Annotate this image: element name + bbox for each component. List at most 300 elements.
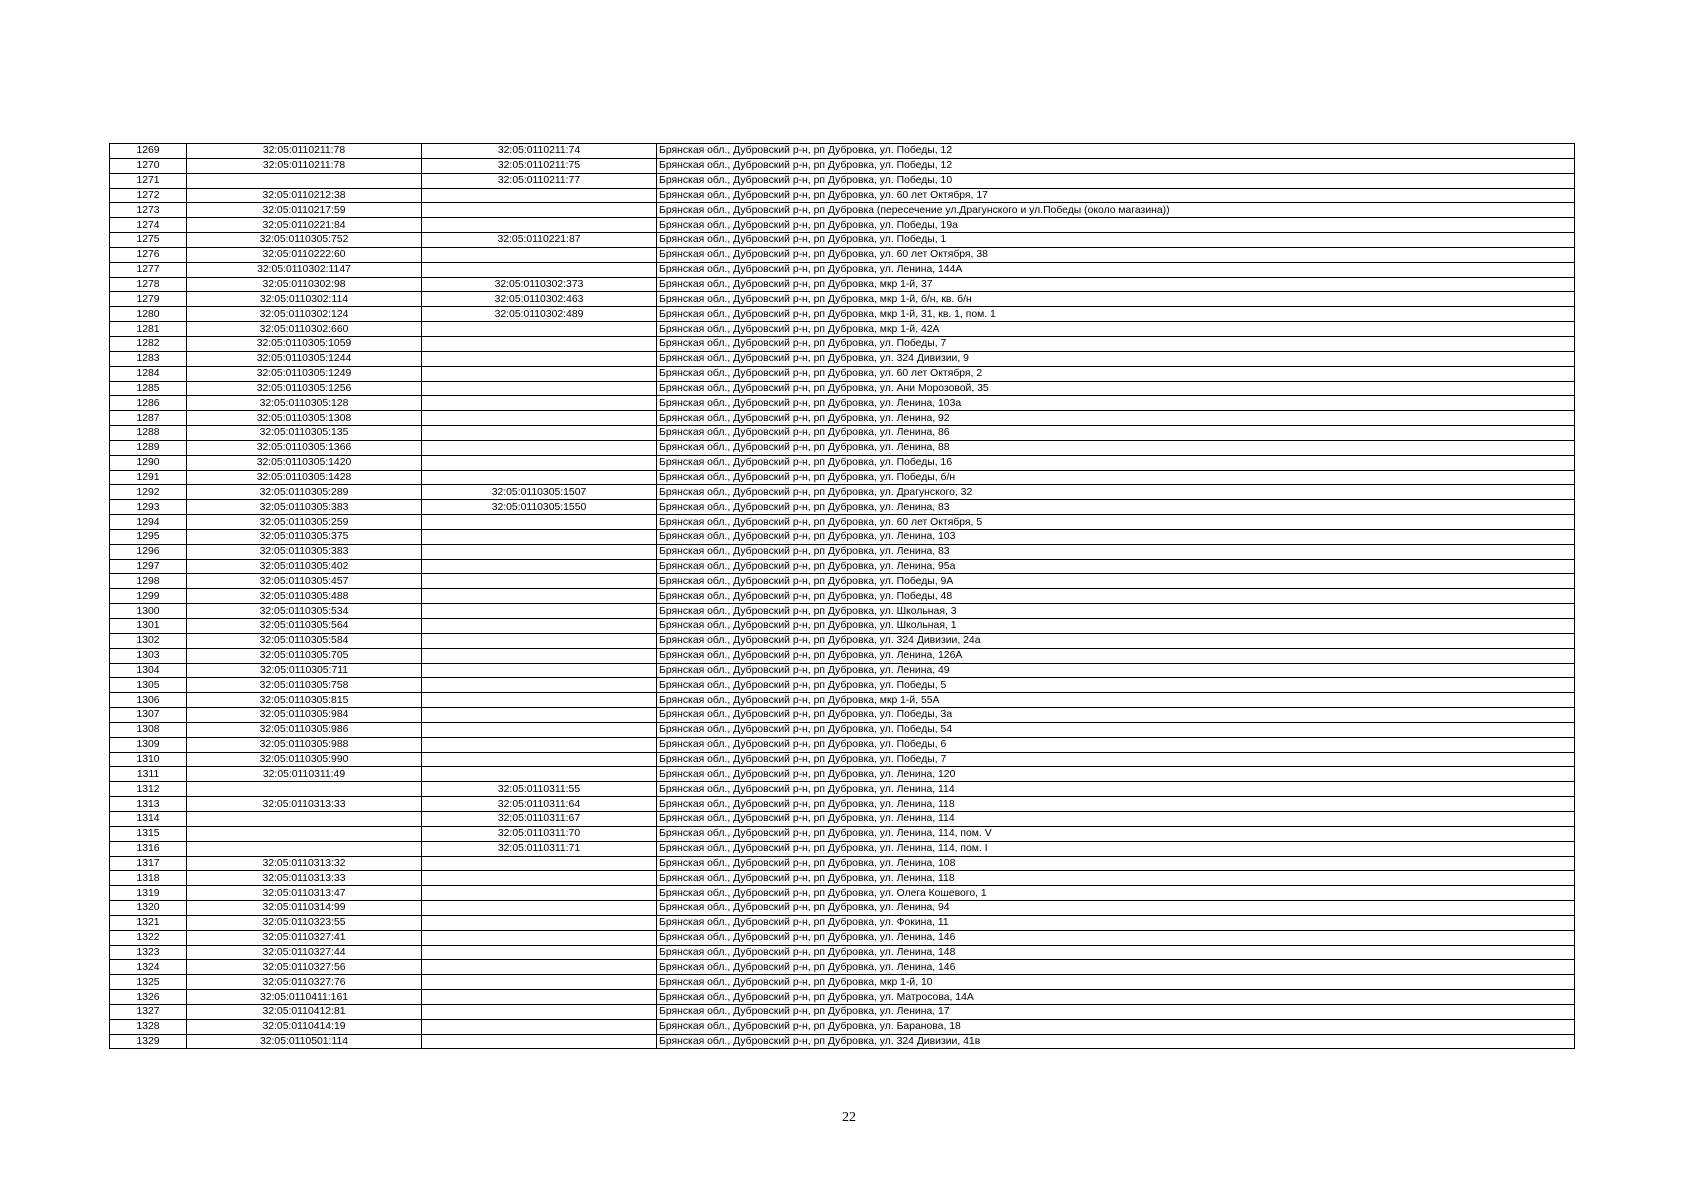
related-cadastral-number-cell [422,975,657,990]
row-number-cell: 1274 [110,218,187,233]
row-number-cell: 1279 [110,292,187,307]
table-row [110,604,1575,619]
cadastral-number-cell: 32:05:0110305:988 [187,737,422,752]
table-row [110,455,1575,470]
cadastral-number-cell: 32:05:0110305:259 [187,515,422,530]
address-cell: Брянская обл., Дубровский р-н, рп Дубровка, ул. Школьная, 1 [657,619,1575,634]
address-cell: Брянская обл., Дубровский р-н, рп Дубровка, ул. Победы, 12 [657,158,1575,173]
row-number-cell: 1298 [110,574,187,589]
table-row [110,262,1575,277]
row-number-cell: 1323 [110,945,187,960]
cadastral-number-cell: 32:05:0110302:124 [187,307,422,322]
related-cadastral-number-cell [422,322,657,337]
address-cell: Брянская обл., Дубровский р-н, рп Дубровка, ул. Ленина, 83 [657,544,1575,559]
related-cadastral-number-cell [422,247,657,262]
page-number: 22 [842,1110,856,1125]
cadastral-number-cell: 32:05:0110327:56 [187,960,422,975]
table-row [110,633,1575,648]
cadastral-number-cell [187,173,422,188]
cadastral-number-cell: 32:05:0110305:375 [187,529,422,544]
address-cell: Брянская обл., Дубровский р-н, рп Дубровка, ул. Победы, 5 [657,678,1575,693]
cadastral-number-cell: 32:05:0110305:984 [187,708,422,723]
row-number-cell: 1272 [110,188,187,203]
cadastral-number-cell: 32:05:0110305:752 [187,233,422,248]
related-cadastral-number-cell [422,693,657,708]
related-cadastral-number-cell [422,188,657,203]
related-cadastral-number-cell: 32:05:0110311:64 [422,797,657,812]
row-number-cell: 1275 [110,233,187,248]
address-cell: Брянская обл., Дубровский р-н, рп Дубровка, ул. Ленина, 95а [657,559,1575,574]
related-cadastral-number-cell [422,930,657,945]
cadastral-number-cell: 32:05:0110211:78 [187,144,422,159]
address-cell: Брянская обл., Дубровский р-н, рп Дубровка, ул. Ленина, 114 [657,811,1575,826]
cadastral-number-cell: 32:05:0110305:534 [187,604,422,619]
cadastral-number-cell: 32:05:0110212:38 [187,188,422,203]
address-cell: Брянская обл., Дубровский р-н, рп Дубровка, ул. Победы, 19а [657,218,1575,233]
related-cadastral-number-cell [422,366,657,381]
address-cell: Брянская обл., Дубровский р-н, рп Дубровка, ул. Победы, 48 [657,589,1575,604]
table-row [110,648,1575,663]
table-row [110,975,1575,990]
row-number-cell: 1299 [110,589,187,604]
cadastral-number-cell [187,841,422,856]
cadastral-number-cell: 32:05:0110311:49 [187,767,422,782]
row-number-cell: 1295 [110,529,187,544]
address-cell: Брянская обл., Дубровский р-н, рп Дубровка, ул. Баранова, 18 [657,1019,1575,1034]
related-cadastral-number-cell [422,1004,657,1019]
cadastral-number-cell: 32:05:0110302:114 [187,292,422,307]
row-number-cell: 1283 [110,351,187,366]
related-cadastral-number-cell [422,619,657,634]
cadastral-number-cell: 32:05:0110211:78 [187,158,422,173]
row-number-cell: 1271 [110,173,187,188]
cadastral-number-cell [187,826,422,841]
address-cell: Брянская обл., Дубровский р-н, рп Дубровка, ул. Матросова, 14А [657,990,1575,1005]
address-cell: Брянская обл., Дубровский р-н, рп Дубровка, ул. Победы, 12 [657,144,1575,159]
related-cadastral-number-cell: 32:05:0110302:463 [422,292,657,307]
address-cell: Брянская обл., Дубровский р-н, рп Дубровка, мкр 1-й, 10 [657,975,1575,990]
row-number-cell: 1269 [110,144,187,159]
table-row [110,1034,1575,1049]
address-cell: Брянская обл., Дубровский р-н, рп Дубровка, мкр 1-й, 55А [657,693,1575,708]
cadastral-number-cell: 32:05:0110305:1366 [187,440,422,455]
related-cadastral-number-cell [422,752,657,767]
address-cell: Брянская обл., Дубровский р-н, рп Дубровка, ул. Победы, 1 [657,233,1575,248]
related-cadastral-number-cell [422,678,657,693]
table-row [110,737,1575,752]
related-cadastral-number-cell [422,470,657,485]
table-row [110,218,1575,233]
address-cell: Брянская обл., Дубровский р-н, рп Дубровка, ул. Ленина, 103а [657,396,1575,411]
table-row [110,485,1575,500]
row-number-cell: 1317 [110,856,187,871]
cadastral-number-cell: 32:05:0110313:33 [187,797,422,812]
related-cadastral-number-cell: 32:05:0110311:67 [422,811,657,826]
address-cell: Брянская обл., Дубровский р-н, рп Дубровка, ул. Олега Кошевого, 1 [657,886,1575,901]
cadastral-number-cell: 32:05:0110305:815 [187,693,422,708]
cadastral-number-cell: 32:05:0110302:660 [187,322,422,337]
cadastral-number-cell: 32:05:0110305:1256 [187,381,422,396]
table-row [110,1019,1575,1034]
address-cell: Брянская обл., Дубровский р-н, рп Дубровка, ул. 324 Дивизии, 41в [657,1034,1575,1049]
row-number-cell: 1280 [110,307,187,322]
row-number-cell: 1307 [110,708,187,723]
related-cadastral-number-cell [422,1034,657,1049]
address-cell: Брянская обл., Дубровский р-н, рп Дубровка, ул. Ленина, 83 [657,500,1575,515]
address-cell: Брянская обл., Дубровский р-н, рп Дубровка, ул. Ленина, 146 [657,930,1575,945]
address-cell: Брянская обл., Дубровский р-н, рп Дубровка, ул. Фокина, 11 [657,915,1575,930]
row-number-cell: 1284 [110,366,187,381]
cadastral-number-cell: 32:05:0110414:19 [187,1019,422,1034]
address-cell: Брянская обл., Дубровский р-н, рп Дубровка, ул. 60 лет Октября, 38 [657,247,1575,262]
table-row [110,945,1575,960]
table-row [110,797,1575,812]
address-cell: Брянская обл., Дубровский р-н, рп Дубровка, ул. Школьная, 3 [657,604,1575,619]
table-row [110,307,1575,322]
related-cadastral-number-cell [422,411,657,426]
related-cadastral-number-cell [422,856,657,871]
address-cell: Брянская обл., Дубровский р-н, рп Дубровка, ул. Ленина, 126А [657,648,1575,663]
row-number-cell: 1294 [110,515,187,530]
related-cadastral-number-cell [422,426,657,441]
address-cell: Брянская обл., Дубровский р-н, рп Дубровка, ул. Ленина, 88 [657,440,1575,455]
row-number-cell: 1313 [110,797,187,812]
row-number-cell: 1289 [110,440,187,455]
registry-body [110,144,1575,1049]
cadastral-number-cell: 32:05:0110305:1420 [187,455,422,470]
related-cadastral-number-cell: 32:05:0110311:55 [422,782,657,797]
address-cell: Брянская обл., Дубровский р-н, рп Дубровка, ул. 60 лет Октября, 2 [657,366,1575,381]
row-number-cell: 1311 [110,767,187,782]
address-cell: Брянская обл., Дубровский р-н, рп Дубровка, ул. Драгунского, 32 [657,485,1575,500]
table-row [110,826,1575,841]
related-cadastral-number-cell: 32:05:0110211:77 [422,173,657,188]
cadastral-number-cell: 32:05:0110222:60 [187,247,422,262]
related-cadastral-number-cell [422,440,657,455]
related-cadastral-number-cell: 32:05:0110311:71 [422,841,657,856]
related-cadastral-number-cell [422,381,657,396]
address-cell: Брянская обл., Дубровский р-н, рп Дубровка, ул. Ленина, 144А [657,262,1575,277]
address-cell: Брянская обл., Дубровский р-н, рп Дубровка, ул. Ленина, 92 [657,411,1575,426]
row-number-cell: 1301 [110,619,187,634]
table-row [110,990,1575,1005]
cadastral-number-cell: 32:05:0110305:457 [187,574,422,589]
cadastral-number-cell: 32:05:0110305:383 [187,500,422,515]
table-row [110,381,1575,396]
row-number-cell: 1273 [110,203,187,218]
table-row [110,782,1575,797]
address-cell: Брянская обл., Дубровский р-н, рп Дубровка, ул. Ани Морозовой, 35 [657,381,1575,396]
row-number-cell: 1312 [110,782,187,797]
table-row [110,722,1575,737]
row-number-cell: 1302 [110,633,187,648]
table-row [110,678,1575,693]
cadastral-number-cell: 32:05:0110305:383 [187,544,422,559]
cadastral-number-cell [187,782,422,797]
address-cell: Брянская обл., Дубровский р-н, рп Дубровка, ул. Победы, 7 [657,752,1575,767]
table-row [110,322,1575,337]
table-row [110,544,1575,559]
row-number-cell: 1303 [110,648,187,663]
row-number-cell: 1318 [110,871,187,886]
related-cadastral-number-cell [422,529,657,544]
row-number-cell: 1290 [110,455,187,470]
cadastral-number-cell: 32:05:0110411:161 [187,990,422,1005]
related-cadastral-number-cell [422,737,657,752]
related-cadastral-number-cell [422,351,657,366]
table-row [110,203,1575,218]
row-number-cell: 1276 [110,247,187,262]
table-row [110,752,1575,767]
cadastral-number-cell: 32:05:0110305:711 [187,663,422,678]
cadastral-number-cell: 32:05:0110305:986 [187,722,422,737]
cadastral-number-cell: 32:05:0110305:1428 [187,470,422,485]
table-row [110,277,1575,292]
related-cadastral-number-cell [422,633,657,648]
address-cell: Брянская обл., Дубровский р-н, рп Дубровка, ул. Ленина, 86 [657,426,1575,441]
row-number-cell: 1297 [110,559,187,574]
row-number-cell: 1320 [110,901,187,916]
row-number-cell: 1309 [110,737,187,752]
related-cadastral-number-cell [422,663,657,678]
row-number-cell: 1277 [110,262,187,277]
related-cadastral-number-cell [422,886,657,901]
row-number-cell: 1308 [110,722,187,737]
related-cadastral-number-cell [422,945,657,960]
cadastral-number-cell: 32:05:0110302:1147 [187,262,422,277]
address-cell: Брянская обл., Дубровский р-н, рп Дубровка, ул. Ленина, 118 [657,797,1575,812]
cadastral-number-cell: 32:05:0110305:1308 [187,411,422,426]
row-number-cell: 1291 [110,470,187,485]
address-cell: Брянская обл., Дубровский р-н, рп Дубровка, ул. Ленина, 114, пом. I [657,841,1575,856]
row-number-cell: 1305 [110,678,187,693]
table-row [110,901,1575,916]
related-cadastral-number-cell [422,589,657,604]
address-cell: Брянская обл., Дубровский р-н, рп Дубровка, ул. Победы, б/н [657,470,1575,485]
address-cell: Брянская обл., Дубровский р-н, рп Дубровка, ул. Ленина, 114 [657,782,1575,797]
address-cell: Брянская обл., Дубровский р-н, рп Дубровка, ул. Ленина, 94 [657,901,1575,916]
table-row [110,619,1575,634]
cadastral-number-cell [187,811,422,826]
address-cell: Брянская обл., Дубровский р-н, рп Дубровка, мкр 1-й, 37 [657,277,1575,292]
table-row [110,930,1575,945]
row-number-cell: 1322 [110,930,187,945]
related-cadastral-number-cell [422,1019,657,1034]
table-row [110,708,1575,723]
row-number-cell: 1326 [110,990,187,1005]
table-row [110,559,1575,574]
table-row [110,247,1575,262]
row-number-cell: 1293 [110,500,187,515]
related-cadastral-number-cell [422,262,657,277]
cadastral-number-cell: 32:05:0110305:705 [187,648,422,663]
cadastral-number-cell: 32:05:0110501:114 [187,1034,422,1049]
related-cadastral-number-cell: 32:05:0110305:1550 [422,500,657,515]
table-row [110,188,1575,203]
table-row [110,915,1575,930]
cadastral-number-cell: 32:05:0110327:76 [187,975,422,990]
address-cell: Брянская обл., Дубровский р-н, рп Дубровка, ул. Победы, 16 [657,455,1575,470]
row-number-cell: 1329 [110,1034,187,1049]
address-cell: Брянская обл., Дубровский р-н, рп Дубровка, ул. Ленина, 146 [657,960,1575,975]
address-cell: Брянская обл., Дубровский р-н, рп Дубровка, ул. 324 Дивизии, 24а [657,633,1575,648]
cadastral-number-cell: 32:05:0110305:128 [187,396,422,411]
row-number-cell: 1281 [110,322,187,337]
row-number-cell: 1315 [110,826,187,841]
address-cell: Брянская обл., Дубровский р-н, рп Дубровка, ул. 324 Дивизии, 9 [657,351,1575,366]
related-cadastral-number-cell [422,455,657,470]
related-cadastral-number-cell [422,915,657,930]
related-cadastral-number-cell: 32:05:0110221:87 [422,233,657,248]
related-cadastral-number-cell [422,203,657,218]
cadastral-number-cell: 32:05:0110217:59 [187,203,422,218]
table-row [110,574,1575,589]
cadastral-number-cell: 32:05:0110305:1244 [187,351,422,366]
related-cadastral-number-cell: 32:05:0110211:74 [422,144,657,159]
table-row [110,144,1575,159]
row-number-cell: 1270 [110,158,187,173]
row-number-cell: 1321 [110,915,187,930]
related-cadastral-number-cell [422,396,657,411]
address-cell: Брянская обл., Дубровский р-н, рп Дубровка, ул. Победы, 7 [657,336,1575,351]
row-number-cell: 1310 [110,752,187,767]
row-number-cell: 1292 [110,485,187,500]
related-cadastral-number-cell [422,604,657,619]
row-number-cell: 1314 [110,811,187,826]
related-cadastral-number-cell: 32:05:0110311:70 [422,826,657,841]
address-cell: Брянская обл., Дубровский р-н, рп Дубровка, ул. 60 лет Октября, 17 [657,188,1575,203]
row-number-cell: 1285 [110,381,187,396]
cadastral-number-cell: 32:05:0110305:564 [187,619,422,634]
cadastral-number-cell: 32:05:0110327:41 [187,930,422,945]
table-row [110,1004,1575,1019]
cadastral-number-cell: 32:05:0110327:44 [187,945,422,960]
related-cadastral-number-cell [422,336,657,351]
cadastral-number-cell: 32:05:0110305:488 [187,589,422,604]
address-cell: Брянская обл., Дубровский р-н, рп Дубровка, ул. Ленина, 118 [657,871,1575,886]
address-cell: Брянская обл., Дубровский р-н, рп Дубровка, ул. 60 лет Октября, 5 [657,515,1575,530]
address-cell: Брянская обл., Дубровский р-н, рп Дубровка, ул. Ленина, 108 [657,856,1575,871]
address-cell: Брянская обл., Дубровский р-н, рп Дубровка, мкр 1-й, б/н, кв. б/н [657,292,1575,307]
table-row [110,396,1575,411]
cadastral-number-cell: 32:05:0110305:289 [187,485,422,500]
address-cell: Брянская обл., Дубровский р-н, рп Дубровка (пересечение ул.Драгунского и ул.Победы (около магазина)) [657,203,1575,218]
cadastral-number-cell: 32:05:0110305:584 [187,633,422,648]
table-row [110,366,1575,381]
row-number-cell: 1319 [110,886,187,901]
table-row [110,336,1575,351]
address-cell: Брянская обл., Дубровский р-н, рп Дубровка, ул. Ленина, 17 [657,1004,1575,1019]
table-row [110,856,1575,871]
address-cell: Брянская обл., Дубровский р-н, рп Дубровка, мкр 1-й, 31, кв. 1, пом. 1 [657,307,1575,322]
cadastral-number-cell: 32:05:0110305:402 [187,559,422,574]
cadastral-number-cell: 32:05:0110305:135 [187,426,422,441]
address-cell: Брянская обл., Дубровский р-н, рп Дубровка, мкр 1-й, 42А [657,322,1575,337]
table-row [110,767,1575,782]
related-cadastral-number-cell [422,871,657,886]
related-cadastral-number-cell [422,559,657,574]
row-number-cell: 1328 [110,1019,187,1034]
table-row [110,233,1575,248]
related-cadastral-number-cell [422,515,657,530]
table-row [110,158,1575,173]
related-cadastral-number-cell: 32:05:0110305:1507 [422,485,657,500]
cadastral-number-cell: 32:05:0110323:55 [187,915,422,930]
cadastral-number-cell: 32:05:0110412:81 [187,1004,422,1019]
table-row [110,841,1575,856]
table-row [110,470,1575,485]
row-number-cell: 1306 [110,693,187,708]
address-cell: Брянская обл., Дубровский р-н, рп Дубровка, ул. Ленина, 114, пом. V [657,826,1575,841]
address-cell: Брянская обл., Дубровский р-н, рп Дубровка, ул. Победы, 3а [657,708,1575,723]
row-number-cell: 1287 [110,411,187,426]
table-row [110,529,1575,544]
address-cell: Брянская обл., Дубровский р-н, рп Дубровка, ул. Ленина, 148 [657,945,1575,960]
row-number-cell: 1304 [110,663,187,678]
row-number-cell: 1286 [110,396,187,411]
cadastral-number-cell: 32:05:0110305:1249 [187,366,422,381]
table-row [110,871,1575,886]
row-number-cell: 1324 [110,960,187,975]
cadastral-number-cell: 32:05:0110313:33 [187,871,422,886]
related-cadastral-number-cell [422,218,657,233]
address-cell: Брянская обл., Дубровский р-н, рп Дубровка, ул. Ленина, 103 [657,529,1575,544]
address-cell: Брянская обл., Дубровский р-н, рп Дубровка, ул. Победы, 9А [657,574,1575,589]
related-cadastral-number-cell: 32:05:0110211:75 [422,158,657,173]
table-row [110,292,1575,307]
row-number-cell: 1282 [110,336,187,351]
table-row [110,426,1575,441]
related-cadastral-number-cell [422,767,657,782]
row-number-cell: 1325 [110,975,187,990]
related-cadastral-number-cell [422,901,657,916]
cadastral-number-cell: 32:05:0110313:32 [187,856,422,871]
related-cadastral-number-cell [422,708,657,723]
related-cadastral-number-cell: 32:05:0110302:489 [422,307,657,322]
related-cadastral-number-cell [422,544,657,559]
address-cell: Брянская обл., Дубровский р-н, рп Дубровка, ул. Победы, 6 [657,737,1575,752]
row-number-cell: 1327 [110,1004,187,1019]
table-row [110,886,1575,901]
row-number-cell: 1316 [110,841,187,856]
cadastral-number-cell: 32:05:0110313:47 [187,886,422,901]
related-cadastral-number-cell [422,990,657,1005]
cadastral-number-cell: 32:05:0110314:99 [187,901,422,916]
table-row [110,589,1575,604]
related-cadastral-number-cell [422,960,657,975]
table-row [110,693,1575,708]
table-row [110,440,1575,455]
table-row [110,411,1575,426]
table-row [110,960,1575,975]
table-row [110,663,1575,678]
table-row [110,173,1575,188]
address-cell: Брянская обл., Дубровский р-н, рп Дубровка, ул. Ленина, 120 [657,767,1575,782]
row-number-cell: 1278 [110,277,187,292]
cadastral-number-cell: 32:05:0110302:98 [187,277,422,292]
row-number-cell: 1288 [110,426,187,441]
cadastral-number-cell: 32:05:0110305:758 [187,678,422,693]
related-cadastral-number-cell [422,648,657,663]
registry-table [109,143,1575,1049]
table-row [110,500,1575,515]
related-cadastral-number-cell: 32:05:0110302:373 [422,277,657,292]
related-cadastral-number-cell [422,722,657,737]
row-number-cell: 1296 [110,544,187,559]
row-number-cell: 1300 [110,604,187,619]
table-row [110,351,1575,366]
table-row [110,811,1575,826]
